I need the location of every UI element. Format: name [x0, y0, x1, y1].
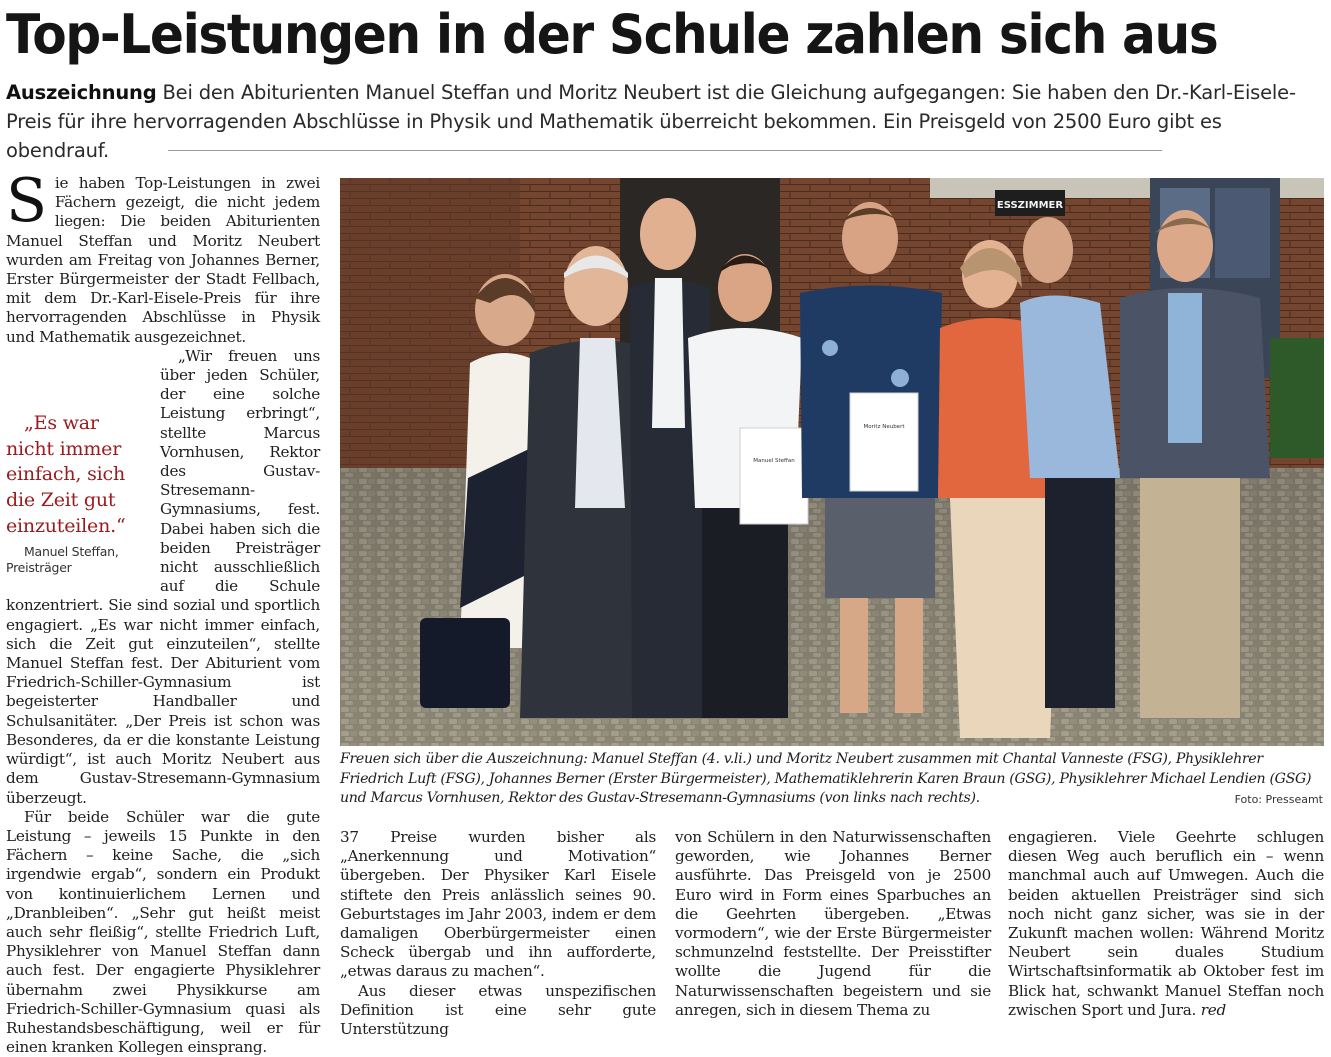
- photo-credit: Foto: Presseamt: [1234, 793, 1323, 806]
- author-signature: red: [1200, 1000, 1226, 1019]
- column-1-paragraph-2: „Wir freuen uns über jeden Schüler, der eine solche Leistung erbringt“, stellte Marcus Vornhusen, Rektor des Gustav-Stresemann-Gymnasiums, fest. Dabei haben sich die beiden Preisträger nicht ausschließlich auf die Schule konzentriert. Sie sind sozial und sportlich engagiert. „Es war nicht immer einfach, sich die Zeit gut einzuteilen“, stellte Manuel Steffan fest. Der Abiturient vom Friedrich-Schiller-Gymnasium ist begeisterter Handballer und Schulsanitäter. „Der Preis ist schon was Besonderes, da er die konstante Leistung würdigt“, ist auch Moritz Neubert aus dem Gustav-Stresemann-Gymnasium überzeugt.: [6, 346, 320, 807]
- column-1-paragraph-3: Für beide Schüler war die gute Leistung – jeweils 15 Punkte in den Fächern – keine Sache, die „sich irgendwie ergab“, sondern ein Produkt von kontinuierlichem Lernen und „Dranbleiben“. „Sehr gut heißt meist auch sehr fleißig“, stellte Friedrich Luft, Physiklehrer von Manuel Steffan dann auch fest. Der engagierte Physiklehrer übernahm zwei Physikkurse am Friedrich-Schiller-Gymnasium quasi als Ruhestandsbeschäftigung, weil er für einen kranken Kollegen einsprang.: [6, 807, 320, 1057]
- column-4-paragraph: engagieren. Viele Geehrte schlugen diesen Weg auch beruflich ein – wenn manchmal auch auf Umwegen. Auch die beiden aktuellen Preisträger sind sich noch nicht ganz sicher, was sie in der Zukunft machen wollen: Während Moritz Neubert sein duales Studium Wirtschaftsinformatik ab Oktober fest im Blick hat, schwankt Manuel Steffan noch zwischen Sport und Jura.: [1008, 828, 1324, 1019]
- headline: Top-Leistungen in der Schule zahlen sich aus: [6, 3, 1218, 66]
- deck-kicker: Auszeichnung: [6, 81, 157, 104]
- pullquote: [6, 411, 152, 576]
- pullquote-text: „Es war nicht immer einfach, sich die Zeit gut einzuteilen.“: [6, 411, 126, 538]
- column-3-paragraph: von Schülern in den Naturwissenschaften geworden, wie Johannes Berner ausführte. Das Preisgeld von je 2500 Euro wird in Form eines Sparbuches an die Geehrten übergeben. „Etwas vormodern“, wie der Erste Bürgermeister schmunzelnd feststellte. Der Preisstifter wollte die Jugend für die Naturwissenschaften begeistern und sie anregen, sich in diesem Thema zu: [675, 828, 991, 1019]
- column-3: [675, 828, 991, 1020]
- group-photo: [340, 178, 1324, 746]
- column-4: [1008, 828, 1324, 1020]
- deck-text: Bei den Abiturienten Manuel Steffan und Moritz Neubert ist die Gleichung aufgegangen: Sie haben den Dr.-Karl-Eisele-Preis für ihre hervorragenden Abschlüsse in Physik und Mathematik überreicht bekommen. Ein Preisgeld von 2500 Euro gibt es obendrauf.: [6, 81, 1296, 162]
- deck: [6, 78, 1316, 165]
- pullquote-attribution: Manuel Steffan, Preisträger: [6, 543, 119, 575]
- certificate-right-name: Moritz Neubert: [863, 424, 905, 430]
- certificate-left-name: Manuel Steffan: [753, 458, 795, 464]
- photo-caption: Freuen sich über die Auszeichnung: Manuel Steffan (4. v.li.) und Moritz Neubert zusammen mit Chantal Vanneste (FSG), Physiklehrer Friedrich Luft (FSG), Johannes Berner (Erster Bürgermeister), Mathematiklehrerin Karen Braun (GSG), Physiklehrer Michael Lendien (GSG) und Marcus Vornhusen, Rektor des Gustav-Stresemann-Gymnasiums (von links nach rechts).: [340, 751, 1312, 807]
- column-2-paragraph-2: Aus dieser etwas unspezifischen Definition ist eine sehr gute Unterstützung: [340, 981, 656, 1039]
- dropcap: S: [6, 166, 47, 236]
- column-2-paragraph-1: 37 Preise wurden bisher als „Anerkennung und Motivation“ übergeben. Der Physiker Karl Eisele stiftete den Preis anlässlich seines 90. Geburtstages im Jahr 2003, indem er dem damaligen Oberbürgermeister einen Scheck übergab und ihn aufforderte, „etwas daraus zu machen“.: [340, 828, 656, 981]
- column-2: [340, 828, 656, 1039]
- sign-text: ESSZIMMER: [996, 200, 1064, 211]
- column-1: [6, 166, 320, 1057]
- column-1-paragraph-1: ie haben Top-Leistungen in zwei Fächern gezeigt, die nicht jedem liegen: Die beiden Abiturienten Manuel Steffan und Moritz Neubert wurden am Freitag von Johannes Berner, Erster Bürgermeister der Stadt Fellbach, mit dem Dr.-Karl-Eisele-Preis für ihre hervorragenden Abschlüsse in Physik und Mathematik ausgezeichnet.: [6, 174, 320, 346]
- divider-rule: [168, 150, 1162, 151]
